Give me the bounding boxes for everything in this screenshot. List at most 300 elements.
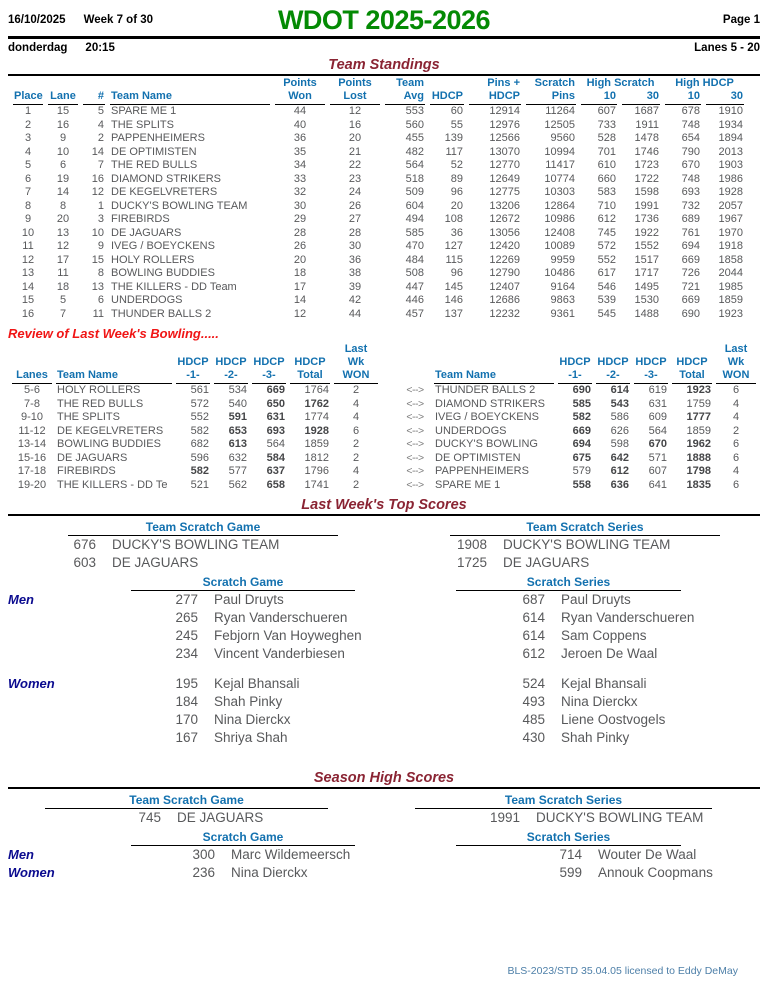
- table-cell: THE KILLERS - DD Te: [57, 478, 168, 491]
- table-cell: 598: [610, 438, 629, 450]
- table-cell: THE RED BULLS: [111, 159, 198, 171]
- table-cell: 1928: [304, 424, 329, 437]
- table-cell: 10089: [544, 240, 575, 252]
- col-high-scratch-30: 30: [622, 90, 660, 105]
- review-left-header-1: [12, 343, 378, 369]
- league-day: donderdag: [8, 42, 68, 54]
- score-value: 170: [175, 712, 198, 727]
- table-cell: 721: [681, 280, 701, 293]
- table-cell: 96: [450, 267, 463, 279]
- col-pins-hdcp-1: Pins +: [487, 77, 520, 89]
- table-cell: 12: [91, 186, 104, 198]
- page-number: Page 1: [722, 14, 760, 26]
- score-name: Nina Dierckx: [231, 865, 308, 880]
- table-cell: DE OPTIMISTEN: [435, 451, 521, 464]
- ssn-men-game-list: [8, 846, 384, 864]
- table-cell: 1922: [634, 226, 660, 239]
- table-cell: BOWLING BUDDIES: [57, 438, 161, 450]
- table-cell: 9959: [550, 253, 575, 266]
- table-cell: 1488: [634, 307, 660, 320]
- table-cell: 23: [348, 172, 362, 185]
- table-cell: 585: [405, 226, 424, 239]
- table-cell: 7: [59, 307, 67, 320]
- table-cell: 35: [293, 145, 307, 158]
- table-cell: 1859: [686, 424, 711, 437]
- score-name: DE JAGUARS: [177, 810, 264, 825]
- score-name: DE JAGUARS: [503, 555, 590, 570]
- table-cell: PAPPENHEIMERS: [435, 465, 529, 477]
- col-game1-b: -1-: [558, 369, 592, 384]
- score-name: Shah Pinky: [214, 694, 283, 709]
- col-game1-a: -1-: [176, 369, 210, 384]
- table-cell: 2: [732, 424, 740, 437]
- table-cell: 1762: [304, 397, 329, 410]
- season-men-label: Men: [8, 847, 34, 862]
- table-cell: 11: [57, 267, 69, 279]
- table-cell: 572: [597, 240, 616, 252]
- table-cell: UNDERDOGS: [435, 424, 507, 437]
- table-cell: 14: [56, 186, 70, 198]
- table-cell: 558: [572, 478, 591, 491]
- table-cell: 12: [56, 240, 70, 252]
- table-cell: HOLY ROLLERS: [57, 384, 141, 396]
- col-game3-b: -3-: [634, 369, 668, 384]
- table-cell: 137: [444, 307, 463, 320]
- lw-women-series-list: [384, 675, 760, 747]
- table-cell: DE JAGUARS: [57, 451, 128, 464]
- score-name: Liene Oostvogels: [561, 712, 666, 727]
- last-week-section: [8, 496, 760, 747]
- table-cell: 1859: [718, 294, 744, 306]
- table-cell: 637: [266, 465, 285, 477]
- table-cell: 518: [405, 172, 424, 185]
- table-cell: 15: [56, 105, 70, 117]
- table-cell: 38: [348, 267, 362, 279]
- table-cell: 619: [648, 384, 667, 396]
- ssn-women-game-list: [8, 864, 384, 882]
- lw-team-scratch-game-header: Team Scratch Game: [68, 520, 338, 536]
- score-name: Shriya Shah: [214, 730, 288, 745]
- table-cell: 19-20: [17, 478, 47, 491]
- table-row: [400, 411, 756, 425]
- table-cell: 604: [405, 199, 424, 212]
- table-cell: <-->: [406, 478, 424, 491]
- table-cell: 582: [190, 465, 209, 477]
- score-row: [26, 536, 384, 554]
- table-cell: 1888: [686, 451, 711, 464]
- score-value: 745: [138, 810, 161, 825]
- review-section: [8, 326, 760, 492]
- score-name: Vincent Vanderbiesen: [214, 646, 345, 661]
- score-row: [145, 864, 384, 882]
- table-cell: 1934: [718, 118, 744, 131]
- table-cell: 670: [681, 159, 701, 171]
- col-hdcp: HDCP: [430, 90, 464, 105]
- table-cell: 675: [572, 451, 591, 464]
- table-cell: <-->: [406, 397, 424, 410]
- table-cell: 10: [56, 145, 70, 158]
- table-cell: 6: [24, 172, 32, 185]
- table-cell: 4: [732, 465, 740, 477]
- table-cell: 654: [681, 132, 701, 144]
- table-cell: 34: [293, 159, 307, 171]
- table-cell: DIAMOND STRIKERS: [435, 397, 546, 410]
- score-row: [128, 711, 384, 729]
- score-row: [128, 693, 384, 711]
- table-cell: 1911: [635, 118, 660, 131]
- table-cell: 21: [348, 145, 362, 158]
- table-cell: 4: [352, 465, 360, 477]
- table-cell: 9: [59, 132, 67, 144]
- table-cell: 13056: [489, 226, 520, 239]
- lw-women-row: [8, 675, 760, 747]
- table-cell: 1923: [686, 384, 711, 396]
- score-row: [450, 809, 760, 827]
- standings-title: Team Standings: [328, 57, 440, 73]
- col-team-name: Team Name: [110, 90, 270, 105]
- table-cell: 10986: [544, 213, 575, 225]
- table-cell: 614: [610, 384, 629, 396]
- table-cell: 17: [293, 280, 307, 293]
- review-title: Review of Last Week's Bowling.....: [8, 326, 219, 341]
- table-row: [13, 227, 744, 241]
- table-cell: 8: [59, 199, 67, 212]
- last-week-divider: [8, 514, 760, 516]
- table-cell: 12269: [489, 253, 520, 266]
- table-row: [13, 294, 744, 308]
- table-cell: 12420: [489, 240, 520, 252]
- lw-team-scratch-series-list: [384, 536, 760, 572]
- table-cell: 22: [348, 159, 362, 171]
- table-cell: 2: [352, 384, 360, 396]
- col-last-wk-b: Last Wk: [724, 343, 748, 368]
- table-cell: 10: [91, 226, 104, 239]
- table-cell: 509: [405, 186, 424, 198]
- table-cell: 30: [348, 240, 362, 252]
- table-cell: 89: [450, 172, 463, 185]
- table-row: [13, 119, 744, 133]
- table-cell: 19: [56, 172, 70, 185]
- table-cell: 7: [97, 159, 104, 171]
- table-cell: 12: [21, 253, 35, 266]
- season-title: Season High Scores: [313, 770, 455, 786]
- table-cell: 584: [266, 451, 285, 464]
- col-high-scratch-10: 10: [581, 90, 617, 105]
- table-cell: 10303: [544, 186, 575, 198]
- table-cell: 14: [91, 145, 104, 158]
- table-cell: HOLY ROLLERS: [111, 253, 195, 266]
- table-cell: 52: [450, 159, 463, 171]
- score-value: 277: [175, 592, 198, 607]
- table-cell: 1723: [634, 159, 660, 171]
- col-lane: Lane: [48, 90, 78, 105]
- table-cell: 694: [572, 438, 591, 450]
- col-won-b: WON: [716, 369, 756, 384]
- ssn-men-series-list: [384, 846, 760, 864]
- table-cell: 12232: [489, 307, 520, 320]
- table-cell: 562: [228, 478, 247, 491]
- table-cell: 690: [681, 307, 701, 320]
- table-row: [400, 465, 756, 479]
- col-high-hdcp: High HDCP: [675, 77, 734, 89]
- table-cell: 12407: [489, 280, 520, 293]
- table-row: [13, 308, 744, 322]
- table-cell: 55: [450, 118, 463, 131]
- score-name: DUCKY'S BOWLING TEAM: [503, 537, 671, 552]
- col-review-team-a: Team Name: [56, 369, 172, 384]
- table-cell: 13: [21, 267, 35, 279]
- score-row: [417, 536, 760, 554]
- col-pins-hdcp-2: HDCP: [469, 90, 521, 105]
- table-cell: 13-14: [17, 438, 47, 450]
- col-last-wk-a: Last Wk: [344, 343, 368, 368]
- table-cell: 446: [405, 294, 424, 306]
- table-cell: 42: [348, 294, 362, 306]
- table-row: [13, 281, 744, 295]
- table-cell: 1495: [634, 280, 660, 293]
- table-cell: SPARE ME 1: [111, 105, 177, 117]
- lw-team-scratch-game-list: [8, 536, 384, 572]
- table-cell: 1962: [686, 438, 711, 450]
- league-title: WDOT 2025-2026: [277, 5, 491, 35]
- score-row: [145, 846, 384, 864]
- table-cell: THE KILLERS - DD Team: [111, 280, 237, 293]
- score-name: Ryan Vanderschueren: [561, 610, 695, 625]
- table-cell: 1: [24, 105, 32, 117]
- table-cell: 455: [405, 132, 424, 144]
- table-cell: 16: [21, 307, 35, 320]
- table-cell: 20: [56, 213, 70, 225]
- table-cell: 670: [648, 438, 667, 450]
- table-row: [400, 452, 756, 466]
- review-right-body: [400, 384, 756, 492]
- score-row: [475, 693, 760, 711]
- table-cell: 694: [681, 240, 701, 252]
- table-cell: 579: [572, 465, 591, 477]
- table-cell: 631: [266, 411, 285, 423]
- table-row: [12, 438, 378, 452]
- review-left-body: [12, 384, 378, 492]
- table-cell: 650: [266, 397, 285, 410]
- col-points-won-2: Won: [275, 90, 325, 105]
- table-cell: 96: [450, 186, 463, 198]
- lw-scratch-series-header: Scratch Series: [456, 575, 681, 591]
- table-cell: IVEG / BOEYCKENS: [111, 240, 215, 252]
- table-cell: 3: [97, 213, 104, 225]
- table-cell: 607: [597, 105, 616, 117]
- table-cell: 5: [97, 105, 104, 117]
- table-cell: 560: [405, 118, 424, 131]
- last-week-title: Last Week's Top Scores: [301, 497, 467, 513]
- ssn-team-scratch-series-header: Team Scratch Series: [415, 793, 712, 809]
- table-cell: 571: [648, 451, 667, 464]
- col-hdcp-2a: HDCP: [215, 356, 247, 368]
- col-hdcp-total-b: HDCP: [676, 356, 708, 368]
- table-cell: 693: [266, 424, 285, 437]
- table-cell: 761: [681, 226, 701, 239]
- table-cell: 539: [597, 294, 616, 306]
- table-cell: 9361: [550, 307, 575, 320]
- table-cell: 1798: [686, 465, 711, 477]
- col-total-a: Total: [290, 369, 330, 384]
- table-cell: 1598: [634, 186, 660, 198]
- season-section: [8, 769, 760, 882]
- table-cell: 1970: [718, 226, 744, 239]
- ssn-scratch-game-header: Scratch Game: [131, 830, 355, 846]
- table-cell: 11: [22, 240, 34, 252]
- lanes-range: Lanes 5 - 20: [694, 42, 760, 54]
- table-cell: 586: [610, 411, 629, 423]
- season-divider: [8, 787, 760, 789]
- table-cell: 591: [228, 411, 247, 423]
- table-cell: 494: [405, 213, 424, 225]
- table-cell: 7: [24, 186, 32, 198]
- table-cell: THE SPLITS: [111, 118, 174, 131]
- table-cell: 20: [293, 253, 307, 266]
- table-cell: 669: [681, 294, 701, 306]
- table-row: [12, 384, 378, 398]
- score-row: [475, 711, 760, 729]
- table-cell: 612: [597, 213, 616, 225]
- table-cell: 1918: [718, 240, 744, 252]
- score-value: 234: [175, 646, 198, 661]
- review-right-header-1: [400, 343, 756, 369]
- table-cell: BOWLING BUDDIES: [111, 267, 215, 279]
- table-cell: 15: [91, 253, 104, 266]
- score-value: 612: [522, 646, 545, 661]
- table-cell: 13070: [489, 145, 520, 158]
- score-value: 1908: [456, 537, 487, 552]
- table-cell: 9: [24, 213, 32, 225]
- score-value: 430: [522, 730, 545, 745]
- table-cell: 18: [56, 280, 70, 293]
- table-cell: 540: [228, 397, 247, 410]
- table-cell: 28: [348, 226, 362, 239]
- table-row: [400, 479, 756, 493]
- table-cell: 16: [348, 118, 362, 131]
- table-cell: 617: [597, 267, 616, 279]
- table-cell: 1774: [304, 411, 329, 423]
- score-value: 614: [522, 628, 545, 643]
- table-cell: 553: [405, 105, 424, 117]
- table-cell: 447: [405, 280, 424, 293]
- score-row: [512, 846, 760, 864]
- table-cell: 732: [681, 199, 701, 212]
- table-cell: 1859: [304, 438, 329, 450]
- table-cell: 745: [597, 226, 616, 239]
- col-hdcp-1b: HDCP: [559, 356, 591, 368]
- table-cell: 508: [405, 267, 424, 279]
- table-cell: 4: [352, 397, 360, 410]
- table-cell: 12770: [489, 159, 520, 171]
- table-cell: 32: [293, 186, 307, 198]
- table-cell: 26: [293, 240, 307, 252]
- table-cell: 642: [610, 451, 629, 464]
- table-cell: 564: [405, 159, 424, 171]
- table-cell: 470: [405, 240, 424, 252]
- table-cell: 1722: [634, 172, 660, 185]
- table-cell: 36: [348, 253, 362, 266]
- score-name: Paul Druyts: [561, 592, 631, 607]
- table-cell: 1910: [718, 105, 744, 117]
- table-cell: 564: [648, 424, 667, 437]
- table-cell: 127: [444, 240, 463, 252]
- table-cell: 146: [444, 294, 463, 306]
- standings-divider: [8, 74, 760, 76]
- score-row: [91, 809, 384, 827]
- table-cell: 12: [348, 105, 362, 117]
- ssn-men-row: [8, 846, 760, 864]
- table-cell: 12864: [544, 199, 575, 212]
- table-cell: FIREBIRDS: [57, 465, 116, 477]
- table-cell: 1552: [634, 240, 660, 252]
- table-row: [12, 452, 378, 466]
- table-cell: DE KEGELVRETERS: [111, 186, 218, 198]
- review-left-header-2: [12, 369, 378, 384]
- table-cell: 7-8: [24, 397, 40, 410]
- score-name: Wouter De Waal: [598, 847, 697, 862]
- table-cell: 12914: [489, 105, 520, 117]
- ssn-scratch-series-header: Scratch Series: [456, 830, 681, 846]
- table-cell: 1928: [718, 186, 744, 198]
- table-cell: 2: [352, 478, 360, 491]
- score-row: [128, 675, 384, 693]
- table-row: [12, 425, 378, 439]
- table-cell: 1736: [634, 213, 660, 225]
- score-value: 493: [522, 694, 545, 709]
- table-cell: 29: [293, 213, 307, 225]
- score-name: Nina Dierckx: [561, 694, 638, 709]
- score-row: [128, 627, 384, 645]
- score-name: DUCKY'S BOWLING TEAM: [112, 537, 280, 552]
- table-cell: 108: [444, 213, 463, 225]
- lw-men-row: [8, 591, 760, 663]
- table-cell: 5: [59, 294, 67, 306]
- score-value: 714: [559, 847, 582, 862]
- table-cell: 543: [610, 397, 629, 410]
- table-cell: 6: [732, 478, 740, 491]
- score-value: 167: [175, 730, 198, 745]
- table-row: [12, 411, 378, 425]
- score-value: 1725: [456, 555, 487, 570]
- table-cell: 1777: [686, 411, 711, 423]
- table-cell: 2: [352, 438, 360, 450]
- table-cell: 27: [348, 213, 362, 225]
- table-cell: 626: [610, 424, 629, 437]
- table-cell: 12649: [489, 172, 520, 185]
- table-cell: 2057: [718, 199, 744, 212]
- table-cell: 18: [293, 267, 307, 279]
- col-scratch-pins-1: Scratch: [534, 77, 575, 89]
- score-row: [475, 729, 760, 747]
- score-value: 599: [559, 865, 582, 880]
- table-cell: 1835: [686, 478, 711, 491]
- table-cell: 1858: [718, 253, 744, 266]
- table-cell: IVEG / BOEYCKENS: [435, 411, 539, 423]
- table-cell: 11-12: [18, 424, 46, 437]
- col-team-number: #: [83, 90, 105, 105]
- score-name: Kejal Bhansali: [561, 676, 647, 691]
- table-row: [13, 105, 744, 119]
- col-review-team-b: Team Name: [434, 369, 554, 384]
- table-cell: 12505: [544, 118, 575, 131]
- table-cell: 9164: [550, 280, 575, 293]
- table-cell: 609: [648, 411, 667, 423]
- lw-women-game-list: [8, 675, 384, 747]
- score-row: [417, 554, 760, 572]
- score-name: Paul Druyts: [214, 592, 284, 607]
- table-cell: 1894: [718, 132, 744, 144]
